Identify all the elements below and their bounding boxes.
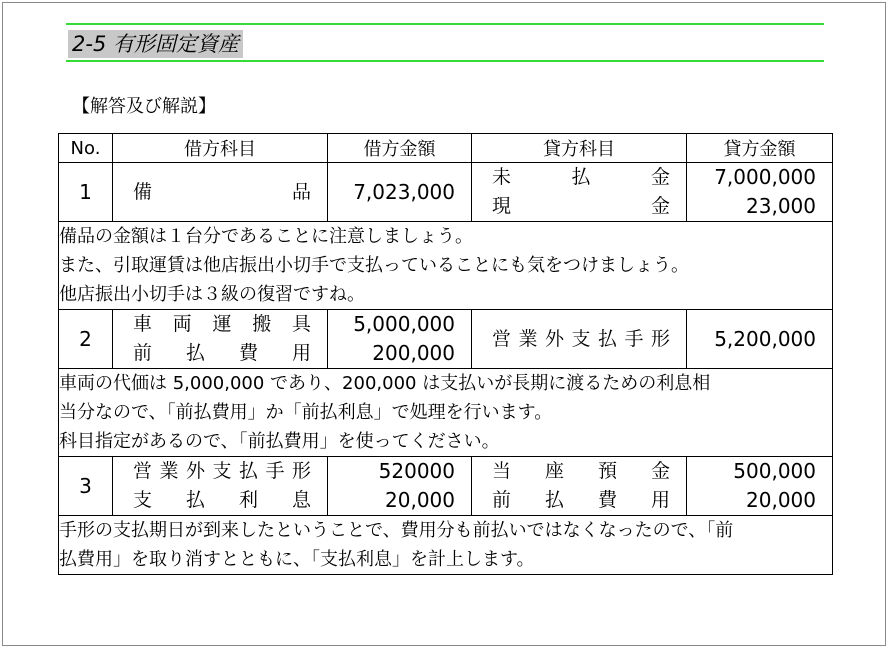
debit-amount: 5,000,000 bbox=[353, 312, 455, 336]
debit-amount-cell bbox=[328, 163, 472, 222]
debit-account: 備品 bbox=[133, 180, 311, 203]
debit-amount: 200,000 bbox=[372, 341, 455, 365]
entry-number: 1 bbox=[59, 163, 113, 222]
header-debit-account: 借方科目 bbox=[113, 134, 328, 163]
section-heading: 2-5 有形固定資産 bbox=[68, 30, 243, 58]
debit-amount: 20,000 bbox=[385, 488, 455, 512]
debit-account: 車両運搬具 bbox=[133, 313, 311, 335]
header-credit-account: 貸方科目 bbox=[472, 134, 687, 163]
table-header-row bbox=[59, 134, 833, 163]
explanation-line: 当分なので、「前払費用」か「前払利息」で処理を行います。 bbox=[59, 402, 553, 423]
credit-amount: 7,000,000 bbox=[714, 165, 816, 189]
explanation-text bbox=[59, 516, 833, 575]
explanation-line: 備品の金額は１台分であることに注意しましょう。 bbox=[59, 226, 473, 247]
entry-row bbox=[59, 163, 833, 222]
explanation-text bbox=[59, 369, 833, 457]
credit-amount: 500,000 bbox=[733, 459, 816, 483]
debit-account: 支払利息 bbox=[133, 489, 311, 511]
entry-number: 3 bbox=[59, 457, 113, 516]
credit-account: 営業外支払手形 bbox=[492, 327, 670, 350]
credit-account-cell bbox=[472, 457, 687, 516]
explanation-line: 他店振出小切手は３級の復習ですね。 bbox=[59, 284, 365, 305]
explanation-line: 手形の支払期日が到来したということで、費用分も前払いではなくなったので、「前 bbox=[59, 520, 734, 541]
explanation-text bbox=[59, 222, 833, 310]
credit-account-cell bbox=[472, 310, 687, 369]
explanation-row bbox=[59, 516, 833, 575]
answer-subheading: 【解答及び解説】 bbox=[72, 96, 216, 117]
credit-account-cell bbox=[472, 163, 687, 222]
credit-account: 現金 bbox=[492, 195, 670, 217]
explanation-line: 払費用」を取り消すとともに、「支払利息」を計上します。 bbox=[59, 549, 535, 570]
debit-amount-cell bbox=[328, 310, 472, 369]
explanation-line: 車両の代価は 5,000,000 であり、200,000 は支払いが長期に渡るための利息相 bbox=[59, 373, 711, 394]
credit-amount-cell bbox=[687, 163, 833, 222]
header-debit-amount: 借方金額 bbox=[328, 134, 472, 163]
entry-number: 2 bbox=[59, 310, 113, 369]
credit-account: 前払費用 bbox=[492, 489, 670, 511]
journal-entry-table bbox=[58, 133, 833, 575]
credit-amount-cell bbox=[687, 310, 833, 369]
header-credit-amount: 貸方金額 bbox=[687, 134, 833, 163]
explanation-line: 科目指定があるので、「前払費用」を使ってください。 bbox=[59, 431, 500, 452]
explanation-row bbox=[59, 222, 833, 310]
entry-row bbox=[59, 457, 833, 516]
entry-row bbox=[59, 310, 833, 369]
debit-amount-cell bbox=[328, 457, 472, 516]
credit-amount: 5,200,000 bbox=[714, 326, 816, 351]
debit-amount: 7,023,000 bbox=[353, 179, 455, 204]
credit-account: 未払金 bbox=[492, 166, 670, 188]
heading-rule-bottom bbox=[66, 60, 824, 62]
debit-account: 営業外支払手形 bbox=[133, 460, 311, 482]
debit-account-cell bbox=[113, 163, 328, 222]
debit-account: 前払費用 bbox=[133, 342, 311, 364]
explanation-line: また、引取運賃は他店振出小切手で支払っていることにも気をつけましょう。 bbox=[59, 255, 689, 276]
credit-amount-cell bbox=[687, 457, 833, 516]
credit-amount: 23,000 bbox=[746, 194, 816, 218]
credit-amount: 20,000 bbox=[746, 488, 816, 512]
header-no: No. bbox=[59, 134, 113, 163]
explanation-row bbox=[59, 369, 833, 457]
debit-amount: 520000 bbox=[378, 459, 455, 483]
debit-account-cell bbox=[113, 457, 328, 516]
heading-rule-top bbox=[66, 23, 824, 25]
credit-account: 当座預金 bbox=[492, 460, 670, 482]
debit-account-cell bbox=[113, 310, 328, 369]
